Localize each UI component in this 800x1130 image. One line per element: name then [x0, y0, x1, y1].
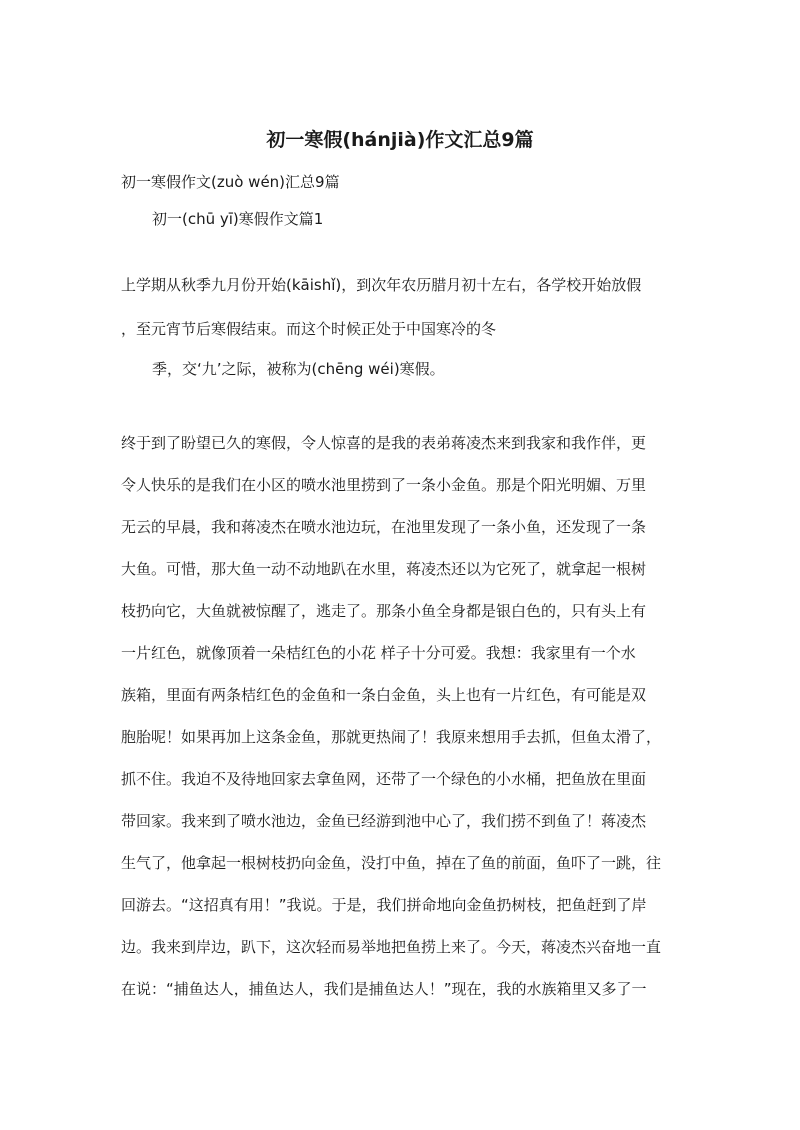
paragraph-line: ，至元宵节后寒假结束。而这个时候正处于中国寒冷的冬 — [121, 320, 497, 338]
document-title: 初一寒假(hánjià)作文汇总9篇 — [266, 129, 534, 151]
paragraph-line: 回游去。“这招真有用！”我说。于是，我们拼命地向金鱼扔树枝，把鱼赶到了岸 — [121, 896, 647, 914]
paragraph-line: 终于到了盼望已久的寒假，令人惊喜的是我的表弟蒋凌杰来到我家和我作伴，更 — [121, 434, 647, 452]
document-subtitle: 初一寒假作文(zuò wén)汇总9篇 — [121, 173, 340, 191]
paragraph-line: 季，交‘九’之际，被称为(chēng wéi)寒假。 — [152, 360, 445, 378]
section-heading: 初一(chū yī)寒假作文篇1 — [152, 210, 324, 228]
paragraph-line: 大鱼。可惜，那大鱼一动不动地趴在水里，蒋凌杰还以为它死了，就拿起一根树 — [121, 560, 647, 578]
paragraph-line: 令人快乐的是我们在小区的喷水池里捞到了一条小金鱼。那是个阳光明媚、万里 — [121, 476, 647, 494]
paragraph-line: 无云的早晨，我和蒋凌杰在喷水池边玩，在池里发现了一条小鱼，还发现了一条 — [121, 518, 647, 536]
paragraph-line: 族箱，里面有两条桔红色的金鱼和一条白金鱼，头上也有一片红色，有可能是双 — [121, 686, 647, 704]
paragraph-line: 胞胎呢！如果再加上这条金鱼，那就更热闹了！我原来想用手去抓，但鱼太滑了， — [121, 728, 662, 746]
paragraph-line: 边。我来到岸边，趴下，这次轻而易举地把鱼捞上来了。今天，蒋凌杰兴奋地一直 — [121, 938, 662, 956]
paragraph-line: 枝扔向它，大鱼就被惊醒了，逃走了。那条小鱼全身都是银白色的，只有头上有 — [121, 602, 647, 620]
paragraph-line: 一片红色，就像顶着一朵桔红色的小花 样子十分可爱。我想：我家里有一个水 — [121, 644, 636, 662]
paragraph-line: 带回家。我来到了喷水池边，金鱼已经游到池中心了，我们捞不到鱼了！蒋凌杰 — [121, 812, 647, 830]
paragraph-line: 在说：“捕鱼达人，捕鱼达人，我们是捕鱼达人！”现在，我的水族箱里又多了一 — [121, 980, 647, 998]
paragraph-line: 生气了，他拿起一根树枝扔向金鱼，没打中鱼，掉在了鱼的前面，鱼吓了一跳，往 — [121, 854, 662, 872]
paragraph-line: 抓不住。我迫不及待地回家去拿鱼网，还带了一个绿色的小水桶，把鱼放在里面 — [121, 770, 647, 788]
paragraph-line: 上学期从秋季九月份开始(kāishǐ)，到次年农历腊月初十左右，各学校开始放假 — [121, 276, 642, 294]
